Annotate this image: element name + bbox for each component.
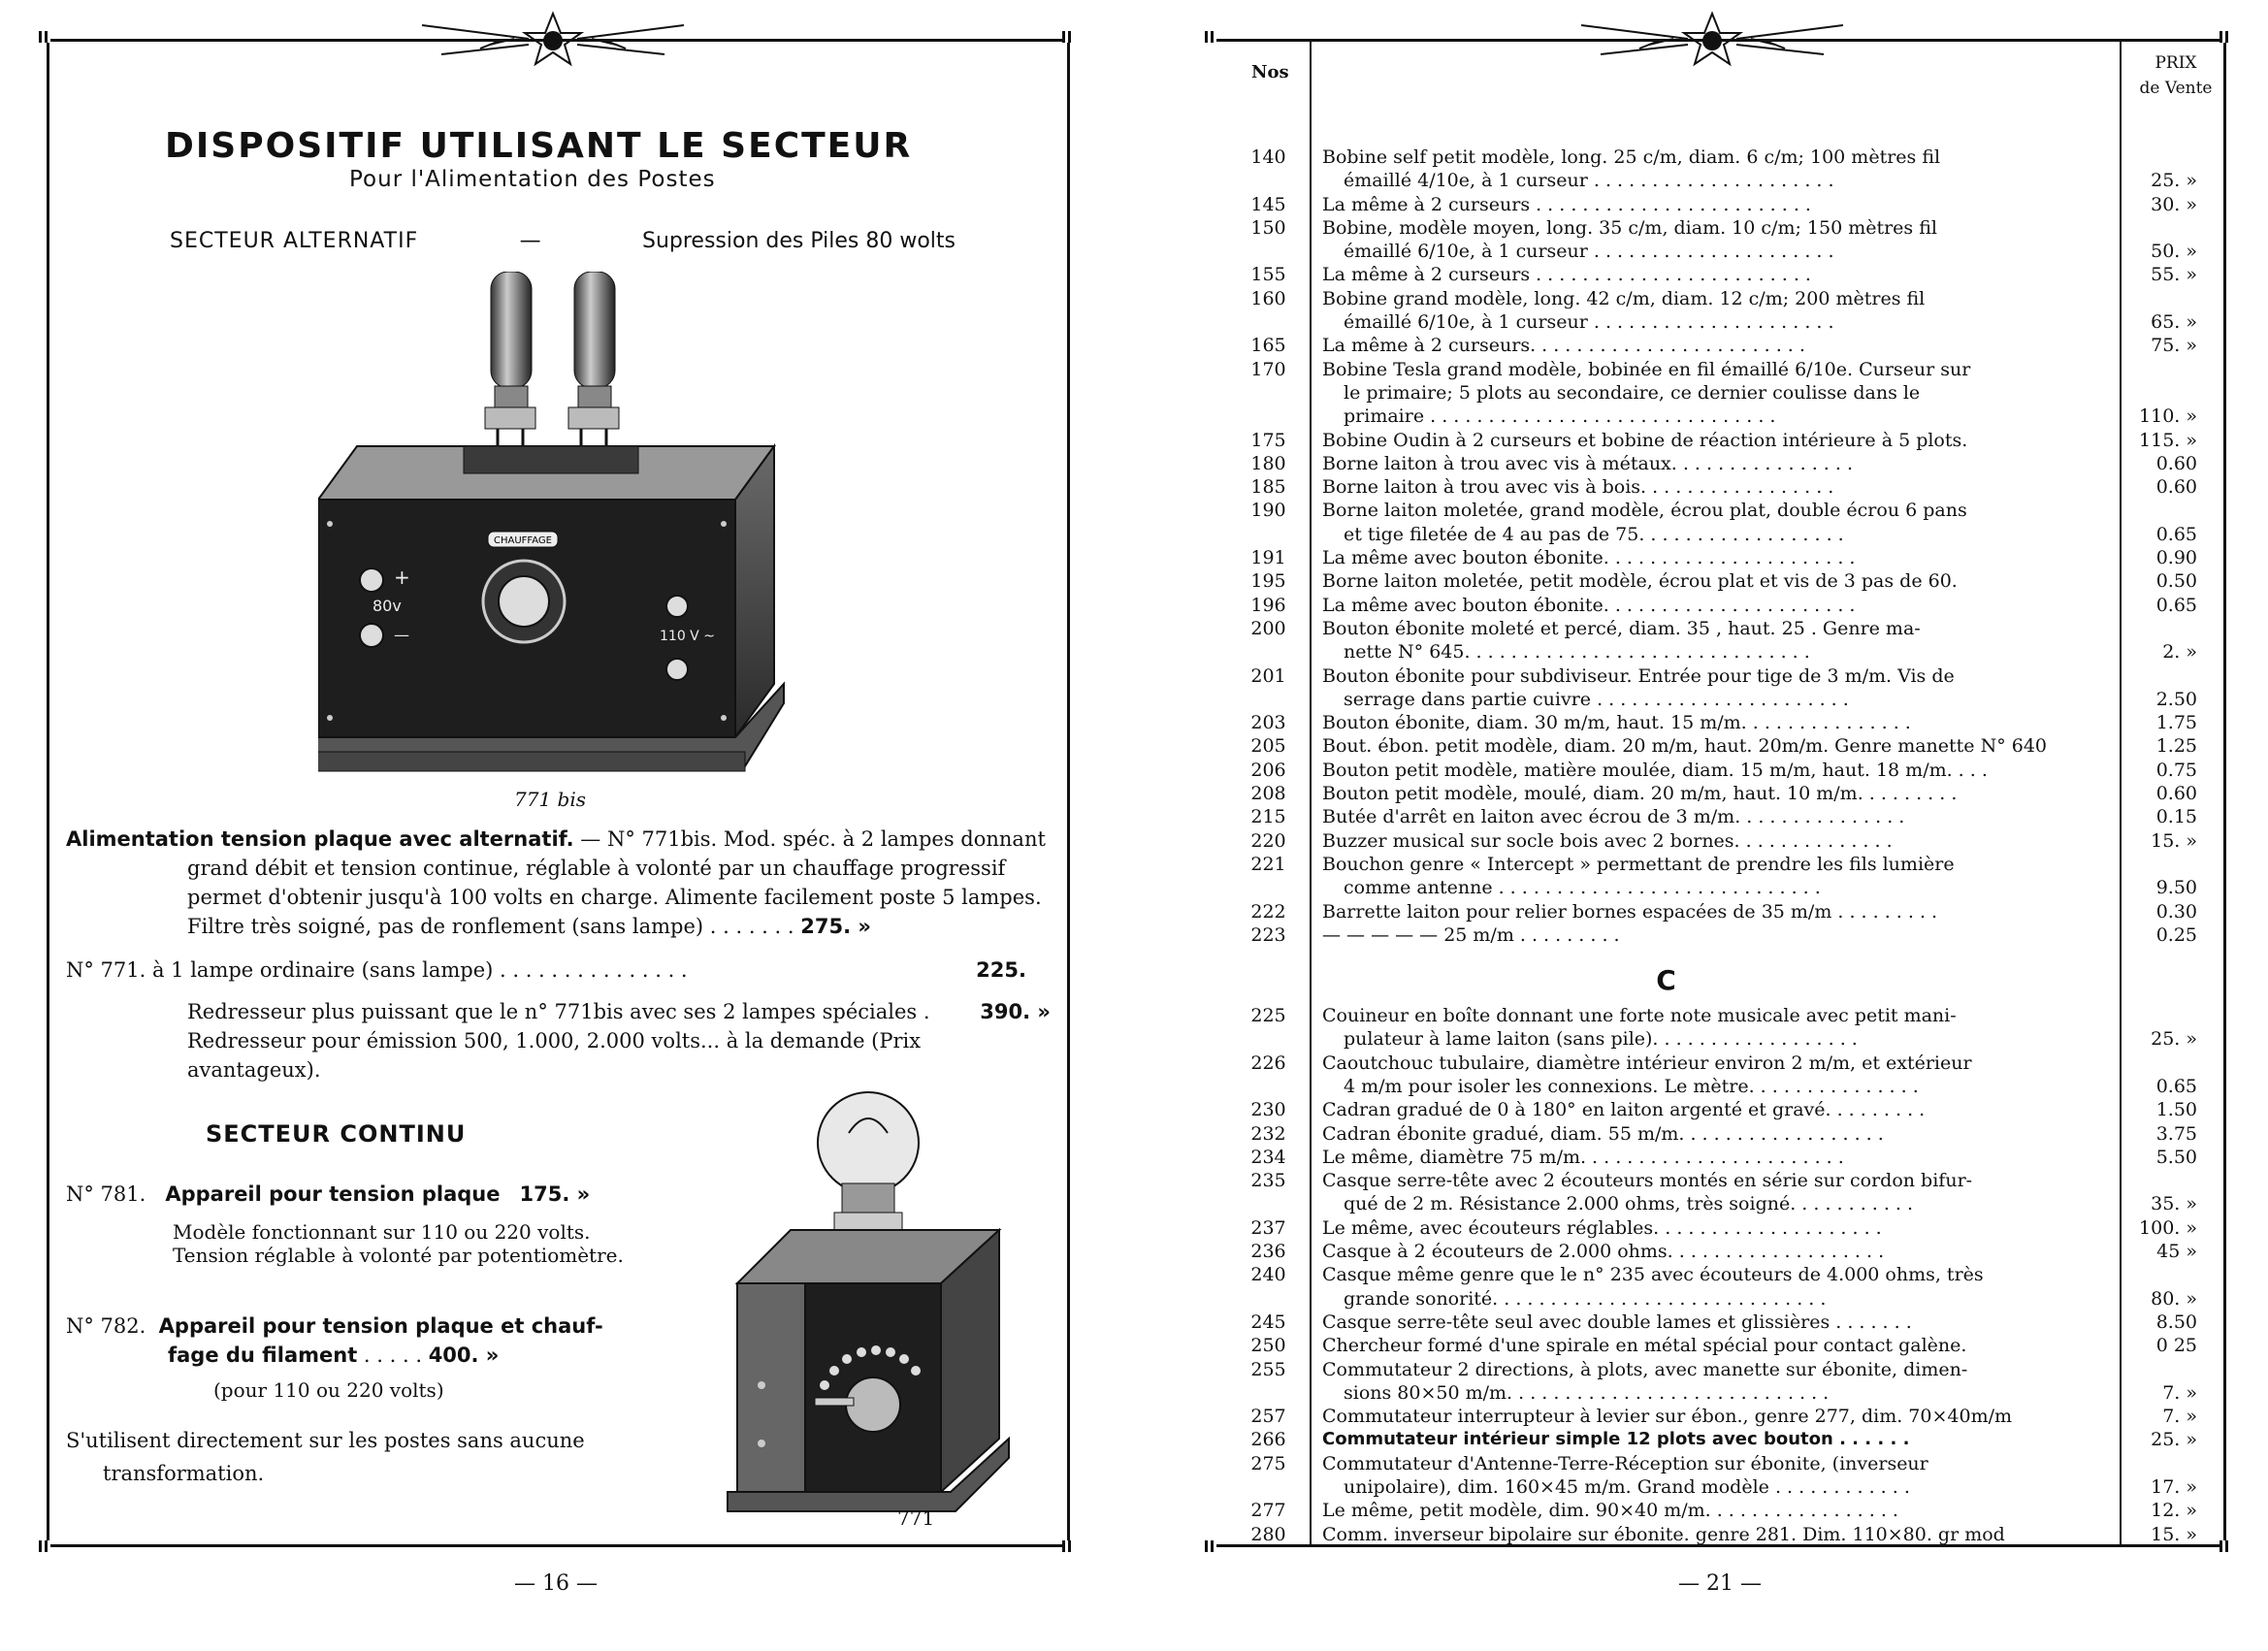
item-description <box>1305 664 2120 712</box>
border-corner <box>39 31 50 43</box>
item-price: 45 » <box>2156 1241 2197 1263</box>
table-row <box>1213 829 2226 853</box>
price-line <box>187 997 1051 1026</box>
item-description <box>1305 146 2120 193</box>
item-description <box>1305 287 2120 335</box>
item-description <box>1305 594 2120 617</box>
item-price: 0.75 <box>2155 759 2197 781</box>
product-title: Appareil pour tension plaque et chauf- <box>158 1314 603 1338</box>
page-number: — 16 — <box>514 1571 598 1596</box>
description-line: Cadran ébonite gradué, diam. 55 m/m. . . . . . . . . . . . . . . . . . <box>1322 1122 1884 1145</box>
description-line: Borne laiton moletée, petit modèle, écrou plat et vis de 3 pas de 60. <box>1322 570 1958 593</box>
item-description <box>1305 1169 2120 1216</box>
item-description <box>1305 853 2120 900</box>
description-line: Bout. ébon. petit modèle, diam. 20 m/m, haut. 20m/m. Genre manette N° 640 <box>1322 735 2048 758</box>
table-row <box>1213 146 2226 193</box>
item-price: 17. » <box>2151 1476 2197 1499</box>
item-description <box>1305 1240 2120 1263</box>
product-text: — N° 771bis. Mod. spéc. à 2 lampes donnant <box>580 827 1046 851</box>
table-row <box>1213 1216 2226 1240</box>
item-number: 234 <box>1250 1146 1286 1168</box>
description-line: comme antenne . . . . . . . . . . . . . . . . . . . . . . . . . . . . <box>1344 877 1821 899</box>
item-description <box>1305 1523 2120 1546</box>
table-row <box>1213 1004 2226 1052</box>
section-letter: C <box>1656 964 1676 997</box>
item-number: 160 <box>1250 287 1286 309</box>
item-price: 0.30 <box>2155 900 2197 923</box>
description-line: le primaire; 5 plots au secondaire, ce dernier coulisse dans le <box>1344 381 1921 404</box>
usage-text: transformation. <box>103 1462 265 1485</box>
item-number: 230 <box>1250 1099 1286 1121</box>
brand-emblem-icon <box>1581 6 1843 76</box>
item-description <box>1305 1311 2120 1334</box>
description-line: — — — — — 25 m/m . . . . . . . . . <box>1322 923 1620 946</box>
description-line: La même avec bouton ébonite. . . . . . . . . . . . . . . . . . . . . . <box>1322 594 1856 616</box>
table-row <box>1213 334 2226 357</box>
item-price: 7. » <box>2162 1381 2197 1404</box>
description-line: Commutateur intérieur simple 12 plots avec bouton . . . . . . <box>1322 1429 1910 1450</box>
product-782 <box>66 1311 648 1370</box>
description-line: Cadran gradué de 0 à 180° en laiton argenté et gravé. . . . . . . . . <box>1322 1099 1926 1121</box>
table-row <box>1213 1428 2226 1451</box>
item-description <box>1305 546 2120 569</box>
description-line: Chercheur formé d'une spirale en métal spécial pour contact galène. <box>1322 1335 1967 1357</box>
product-782-volts: (pour 110 ou 220 volts) <box>213 1378 444 1402</box>
item-price: 0.90 <box>2155 547 2197 569</box>
item-price: 100. » <box>2139 1216 2197 1239</box>
item-price: 8.50 <box>2155 1311 2197 1333</box>
product-price: 275. » <box>800 915 871 938</box>
item-price: 0 25 <box>2155 1335 2197 1357</box>
item-price: 110. » <box>2139 405 2197 428</box>
border-corner <box>39 1540 50 1552</box>
item-number: 196 <box>1250 594 1286 616</box>
item-number: 175 <box>1250 429 1286 451</box>
item-description <box>1305 1146 2120 1169</box>
item-description <box>1305 617 2120 664</box>
item-description <box>1305 1122 2120 1146</box>
item-number: 200 <box>1250 617 1286 639</box>
item-description <box>1305 263 2120 286</box>
item-price: 0.50 <box>2155 570 2197 593</box>
product-number: N° 781. <box>66 1182 146 1206</box>
table-row <box>1213 1499 2226 1522</box>
item-price: 0.60 <box>2155 783 2197 805</box>
item-description <box>1305 923 2120 947</box>
description-line: Bouchon genre « Intercept » permettant de prendre les fils lumière <box>1322 853 1955 875</box>
item-number: 150 <box>1250 216 1286 239</box>
description-line: Buzzer musical sur socle bois avec 2 bornes. . . . . . . . . . . . . . <box>1322 829 1893 852</box>
border-corner <box>1062 1540 1074 1552</box>
usage-text: S'utilisent directement sur les postes sans aucune <box>66 1429 585 1452</box>
leader-dots: . . . . . <box>363 1343 422 1367</box>
item-description <box>1305 475 2120 499</box>
description-line: Bobine Tesla grand modèle, bobinée en fil émaillé 6/10e. Curseur sur <box>1322 358 1971 380</box>
product-title: fage du filament <box>168 1343 358 1367</box>
table-row <box>1213 1169 2226 1216</box>
description-line: Borne laiton à trou avec vis à métaux. . . . . . . . . . . . . . . . <box>1322 452 1853 474</box>
description-line: qué de 2 m. Résistance 2.000 ohms, très soigné. . . . . . . . . . . <box>1344 1193 1914 1215</box>
description-line: émaillé 4/10e, à 1 curseur . . . . . . . . . . . . . . . . . . . . . <box>1344 170 1834 192</box>
item-price: 25. » <box>2151 170 2197 192</box>
item-number: 206 <box>1250 759 1286 781</box>
item-price: 50. » <box>2151 241 2197 263</box>
item-description <box>1305 334 2120 357</box>
rectifier-771-illustration <box>718 1075 1048 1521</box>
description-line: Bobine self petit modèle, long. 25 c/m, diam. 6 c/m; 100 mètres fil <box>1322 146 1941 168</box>
description-line: La même à 2 curseurs . . . . . . . . . . . . . . . . . . . . . . . . <box>1322 264 1811 286</box>
item-price: 55. » <box>2151 264 2197 286</box>
item-description <box>1305 452 2120 475</box>
description-line: grande sonorité. . . . . . . . . . . . . . . . . . . . . . . . . . . . . <box>1344 1287 1827 1310</box>
item-price: 35. » <box>2151 1193 2197 1215</box>
description-line: Casque serre-tête seul avec double lames et glissières . . . . . . . <box>1322 1311 1912 1333</box>
item-description <box>1305 569 2120 593</box>
description-line: Borne laiton moletée, grand modèle, écrou plat, double écrou 6 pans <box>1322 500 1967 522</box>
table-row <box>1213 1098 2226 1121</box>
item-price: 0.65 <box>2155 523 2197 545</box>
description-line: sions 80×50 m/m. . . . . . . . . . . . . . . . . . . . . . . . . . . . <box>1344 1381 1830 1404</box>
description-line: Le même, petit modèle, dim. 90×40 m/m. . . . . . . . . . . . . . . . . <box>1322 1500 1898 1522</box>
table-row <box>1213 546 2226 569</box>
item-number: 185 <box>1250 476 1286 499</box>
item-price: 1.25 <box>2155 735 2197 758</box>
item-number: 140 <box>1250 146 1286 168</box>
price-line <box>66 912 1046 941</box>
usage-note <box>66 1424 629 1490</box>
item-number: 145 <box>1250 193 1286 215</box>
description-line: Bouton ébonite, diam. 30 m/m, haut. 15 m/m. . . . . . . . . . . . . . . <box>1322 712 1911 734</box>
description-line: La même avec bouton ébonite. . . . . . . . . . . . . . . . . . . . . . <box>1322 547 1856 569</box>
item-price: 75. » <box>2151 335 2197 357</box>
item-price: 0.60 <box>2155 452 2197 474</box>
table-row <box>1213 429 2226 452</box>
svg-text:+: + <box>394 566 410 589</box>
item-price: 65. » <box>2151 311 2197 334</box>
table-row <box>1213 358 2226 429</box>
item-description <box>1305 499 2120 546</box>
product-text: grand débit et tension continue, réglable à volonté par un chauffage progressif <box>187 857 1006 880</box>
description-line: Bobine, modèle moyen, long. 35 c/m, diam. 10 c/m; 150 mètres fil <box>1322 216 1937 239</box>
table-row <box>1213 499 2226 546</box>
ac-heading: SECTEUR ALTERNATIF <box>170 229 419 253</box>
item-description <box>1305 782 2120 805</box>
table-row <box>1213 594 2226 617</box>
product-text: permet d'obtenir jusqu'à 100 volts en charge. Alimente facilement poste 5 lampes. <box>187 886 1042 909</box>
vacuum-tube-icon <box>568 272 619 451</box>
item-number: 225 <box>1250 1005 1286 1027</box>
item-number: 245 <box>1250 1311 1286 1333</box>
item-price: 0.65 <box>2155 594 2197 616</box>
product-text: N° 771. à 1 lampe ordinaire (sans lampe) . . . . . . . . . . . . . . . <box>66 958 688 982</box>
product-text: Redresseur pour émission 500, 1.000, 2.000 volts... à la demande (Prix avantageux). <box>187 1029 922 1082</box>
catalog-table <box>1213 146 2226 1546</box>
description-line: émaillé 6/10e, à 1 curseur . . . . . . . . . . . . . . . . . . . . . <box>1344 311 1834 334</box>
item-number: 235 <box>1250 1170 1286 1192</box>
svg-text:80v: 80v <box>373 597 402 615</box>
ac-dash: — <box>519 229 541 253</box>
redresseur-lines <box>187 997 1051 1084</box>
item-price: 15. » <box>2151 829 2197 852</box>
section-c-rows <box>1213 1004 2226 1546</box>
product-781-description: Modèle fonctionnant sur 110 ou 220 volts. Tension réglable à volonté par potentiomètre. <box>173 1220 624 1267</box>
item-description <box>1305 1334 2120 1357</box>
item-number: 190 <box>1250 500 1286 522</box>
svg-text:110 V ~: 110 V ~ <box>660 629 715 644</box>
product-771 <box>66 955 1026 985</box>
item-price: 7. » <box>2162 1406 2197 1428</box>
svg-text:CHAUFFAGE: CHAUFFAGE <box>494 535 552 546</box>
table-row <box>1213 1240 2226 1263</box>
description-line: Le même, avec écouteurs réglables. . . . . . . . . . . . . . . . . . . . <box>1322 1216 1882 1239</box>
description-line: et tige filetée de 4 au pas de 75. . . . . . . . . . . . . . . . . . <box>1344 523 1844 545</box>
table-row <box>1213 1146 2226 1169</box>
item-description <box>1305 429 2120 452</box>
product-771bis-description <box>66 825 1046 941</box>
item-number: 280 <box>1250 1523 1286 1545</box>
right-page <box>1213 0 2268 1651</box>
item-price: 30. » <box>2151 193 2197 215</box>
border-corner <box>1205 31 1216 43</box>
description-line: Casque serre-tête avec 2 écouteurs montés en série sur cordon bifur- <box>1322 1170 1973 1192</box>
item-number: 205 <box>1250 735 1286 758</box>
description-line: Casque même genre que le n° 235 avec écouteurs de 4.000 ohms, très <box>1322 1264 1984 1286</box>
table-row <box>1213 1405 2226 1428</box>
ac-note: Supression des Piles 80 wolts <box>641 229 956 253</box>
description-line: Comm. inverseur bipolaire sur ébonite. genre 281. Dim. 110×80. gr mod <box>1322 1523 2005 1545</box>
item-number: 222 <box>1250 900 1286 923</box>
item-number: 201 <box>1250 664 1286 687</box>
description-line: Butée d'arrêt en laiton avec écrou de 3 m/m. . . . . . . . . . . . . . . <box>1322 806 1905 828</box>
item-description <box>1305 193 2120 216</box>
item-description <box>1305 900 2120 923</box>
description-line: Commutateur interrupteur à levier sur ébon., genre 277, dim. 70×40m/m <box>1322 1406 2013 1428</box>
item-number: 257 <box>1250 1406 1286 1428</box>
item-number: 191 <box>1250 547 1286 569</box>
item-number: 255 <box>1250 1358 1286 1380</box>
table-row <box>1213 1122 2226 1146</box>
brand-emblem-icon <box>422 6 684 76</box>
table-row <box>1213 193 2226 216</box>
description-line: Couineur en boîte donnant une forte note musicale avec petit mani- <box>1322 1005 1957 1027</box>
table-row <box>1213 569 2226 593</box>
item-description <box>1305 829 2120 853</box>
product-text: Filtre très soigné, pas de ronflement (sans lampe) . . . . . . . <box>187 915 794 938</box>
table-row <box>1213 782 2226 805</box>
description-line: Caoutchouc tubulaire, diamètre intérieur environ 2 m/m, et extérieur <box>1322 1052 1972 1074</box>
item-price: 1.50 <box>2155 1099 2197 1121</box>
svg-text:—: — <box>394 626 409 644</box>
description-line: La même à 2 curseurs. . . . . . . . . . . . . . . . . . . . . . . . <box>1322 335 1805 357</box>
item-number: 275 <box>1250 1452 1286 1474</box>
item-number: 277 <box>1250 1500 1286 1522</box>
description-line: Bobine grand modèle, long. 42 c/m, diam. 12 c/m; 200 mètres fil <box>1322 287 1926 309</box>
product-title-cont <box>66 1341 648 1370</box>
table-row <box>1213 853 2226 900</box>
border-corner <box>2219 31 2231 43</box>
item-description <box>1305 1358 2120 1406</box>
description-line: pulateur à lame laiton (sans pile). . . . . . . . . . . . . . . . . . <box>1344 1028 1858 1051</box>
item-price: 5.50 <box>2155 1146 2197 1168</box>
table-row <box>1213 1052 2226 1099</box>
dc-heading: SECTEUR CONTINU <box>206 1120 467 1148</box>
item-description <box>1305 1499 2120 1522</box>
item-number: 232 <box>1250 1122 1286 1145</box>
product-title: Alimentation tension plaque avec alternatif. <box>66 827 574 851</box>
item-price: 15. » <box>2151 1523 2197 1545</box>
table-row <box>1213 216 2226 264</box>
header-numbers: Nos <box>1251 62 1289 82</box>
item-description <box>1305 1052 2120 1099</box>
header-price-label: PRIX <box>2155 53 2197 73</box>
item-number: 236 <box>1250 1241 1286 1263</box>
item-description <box>1305 358 2120 429</box>
section-b-rows <box>1213 146 2226 947</box>
description-line: Bouton ébonite pour subdiviseur. Entrée pour tige de 3 m/m. Vis de <box>1322 664 1955 687</box>
table-row <box>1213 734 2226 758</box>
item-description <box>1305 734 2120 758</box>
header-price-sub: de Vente <box>2139 79 2213 98</box>
description-line: Barrette laiton pour relier bornes espacées de 35 m/m . . . . . . . . . <box>1322 900 1938 923</box>
item-price: 115. » <box>2139 429 2197 451</box>
table-row <box>1213 617 2226 664</box>
item-number: 223 <box>1250 923 1286 946</box>
table-row <box>1213 664 2226 712</box>
table-row <box>1213 759 2226 782</box>
description-line: Casque à 2 écouteurs de 2.000 ohms. . . . . . . . . . . . . . . . . . . <box>1322 1241 1885 1263</box>
item-description <box>1305 711 2120 734</box>
item-description <box>1305 1004 2120 1052</box>
table-row <box>1213 475 2226 499</box>
item-price: 12. » <box>2151 1500 2197 1522</box>
item-price: 0.15 <box>2155 806 2197 828</box>
item-number: 240 <box>1250 1264 1286 1286</box>
item-price: 9.50 <box>2155 877 2197 899</box>
product-price: 225. <box>976 958 1026 982</box>
item-price: 0.60 <box>2155 476 2197 499</box>
item-number: 170 <box>1250 358 1286 380</box>
product-price: 390. » <box>980 1000 1051 1023</box>
product-price: 175. » <box>519 1182 591 1206</box>
description-line: Bouton petit modèle, moulé, diam. 20 m/m, haut. 10 m/m. . . . . . . . . <box>1322 783 1958 805</box>
item-price: 0.25 <box>2155 923 2197 946</box>
description-line: Le même, diamètre 75 m/m. . . . . . . . . . . . . . . . . . . . . . . <box>1322 1146 1844 1168</box>
description-line: 4 m/m pour isoler les connexions. Le mètre. . . . . . . . . . . . . . . <box>1344 1075 1919 1097</box>
table-row <box>1213 711 2226 734</box>
item-number: 165 <box>1250 335 1286 357</box>
item-price: 3.75 <box>2155 1122 2197 1145</box>
item-description <box>1305 805 2120 828</box>
item-description <box>1305 216 2120 264</box>
description-line: La même à 2 curseurs . . . . . . . . . . . . . . . . . . . . . . . . <box>1322 193 1811 215</box>
light-bulb-icon <box>818 1092 919 1238</box>
item-price: 2.50 <box>2155 688 2197 710</box>
table-row <box>1213 923 2226 947</box>
table-row <box>1213 1452 2226 1500</box>
table-row <box>1213 263 2226 286</box>
item-number: 180 <box>1250 452 1286 474</box>
table-row <box>1213 1334 2226 1357</box>
item-number: 221 <box>1250 853 1286 875</box>
figure-caption: 771 bis <box>514 788 586 811</box>
description-line: nette N° 645. . . . . . . . . . . . . . . . . . . . . . . . . . . . . . <box>1344 641 1810 664</box>
description-line: Bouton ébonite moleté et percé, diam. 35 , haut. 25 . Genre ma- <box>1322 617 1921 639</box>
item-description <box>1305 1263 2120 1311</box>
description-line: unipolaire), dim. 160×45 m/m. Grand modèle . . . . . . . . . . . . <box>1344 1476 1910 1499</box>
item-description <box>1305 1405 2120 1428</box>
item-number: 220 <box>1250 829 1286 852</box>
header-price <box>2132 50 2219 101</box>
item-description <box>1305 1216 2120 1240</box>
item-price: 0.65 <box>2155 1075 2197 1097</box>
product-number: N° 782. <box>66 1314 146 1338</box>
description-line: serrage dans partie cuivre . . . . . . . . . . . . . . . . . . . . . . <box>1344 688 1849 710</box>
item-number: 203 <box>1250 712 1286 734</box>
product-781 <box>66 1180 648 1209</box>
description-line: Commutateur 2 directions, à plots, avec manette sur ébonite, dimen- <box>1322 1358 1968 1380</box>
table-row <box>1213 805 2226 828</box>
table-row <box>1213 287 2226 335</box>
item-price: 1.75 <box>2155 712 2197 734</box>
item-number: 215 <box>1250 806 1286 828</box>
item-description <box>1305 759 2120 782</box>
item-price: 80. » <box>2151 1287 2197 1310</box>
item-price: 25. » <box>2151 1429 2197 1451</box>
description-line: primaire . . . . . . . . . . . . . . . . . . . . . . . . . . . . . . <box>1344 405 1776 428</box>
border-corner <box>1062 31 1074 43</box>
table-row <box>1213 1523 2226 1546</box>
product-title: Appareil pour tension plaque <box>165 1182 501 1206</box>
description-line: émaillé 6/10e, à 1 curseur . . . . . . . . . . . . . . . . . . . . . <box>1344 241 1834 263</box>
description-line: Borne laiton à trou avec vis à bois. . . . . . . . . . . . . . . . . <box>1322 476 1834 499</box>
item-description <box>1305 1428 2120 1451</box>
item-number: 226 <box>1250 1052 1286 1074</box>
rectifier-771bis-illustration <box>318 272 795 776</box>
description-line: Commutateur d'Antenne-Terre-Réception sur ébonite, (inverseur <box>1322 1452 1928 1474</box>
item-number: 208 <box>1250 783 1286 805</box>
table-row <box>1213 900 2226 923</box>
item-price: 2. » <box>2162 641 2197 664</box>
item-number: 155 <box>1250 264 1286 286</box>
page-subtitle: Pour l'Alimentation des Postes <box>349 167 716 192</box>
description-line: Bobine Oudin à 2 curseurs et bobine de réaction intérieure à 5 plots. <box>1322 429 1968 451</box>
product-price: 400. » <box>428 1343 500 1367</box>
table-row <box>1213 1311 2226 1334</box>
description-line: Bouton petit modèle, matière moulée, diam. 15 m/m, haut. 18 m/m. . . . <box>1322 759 1988 781</box>
table-row <box>1213 452 2226 475</box>
vacuum-tube-icon <box>485 272 535 451</box>
item-number: 195 <box>1250 570 1286 593</box>
page-title: DISPOSITIF UTILISANT LE SECTEUR <box>165 126 913 166</box>
figure-caption: 771 <box>897 1506 935 1530</box>
item-description <box>1305 1098 2120 1121</box>
item-number: 250 <box>1250 1335 1286 1357</box>
item-price: 25. » <box>2151 1028 2197 1051</box>
item-number: 237 <box>1250 1216 1286 1239</box>
product-text: Redresseur plus puissant que le n° 771bis avec ses 2 lampes spéciales . <box>187 1000 930 1023</box>
item-description <box>1305 1452 2120 1500</box>
left-page <box>0 0 1106 1651</box>
table-row <box>1213 1358 2226 1406</box>
page-number: — 21 — <box>1678 1571 1762 1596</box>
ac-heading-line <box>170 229 956 253</box>
table-row <box>1213 1263 2226 1311</box>
item-number: 266 <box>1250 1429 1286 1451</box>
